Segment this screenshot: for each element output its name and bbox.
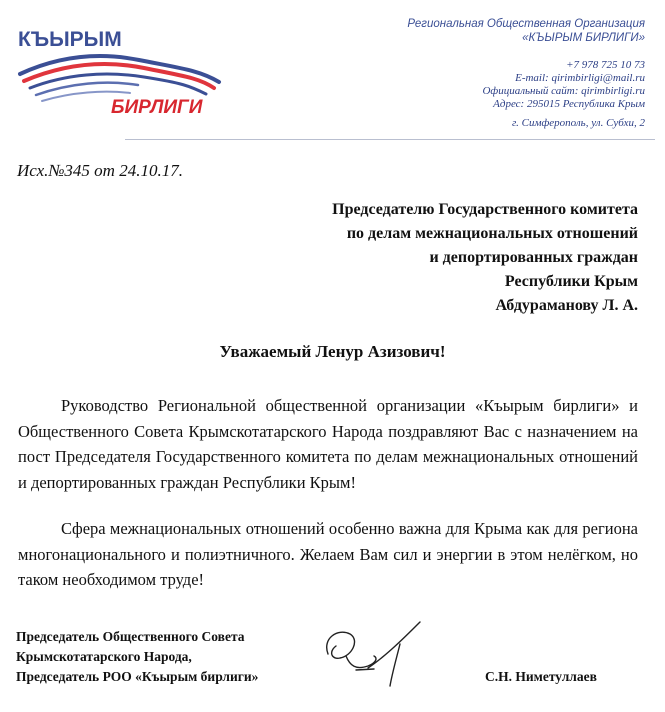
signatory-name: С.Н. Ниметуллаев <box>485 669 597 684</box>
header-divider <box>125 139 655 140</box>
org-website: Официальный сайт: qirimbirligi.ru <box>482 85 645 97</box>
org-email: E-mail: qirimbirligi@mail.ru <box>515 72 645 84</box>
letter-greeting: Уважаемый Ленур Азизович! <box>219 342 446 361</box>
signatory-title-line1: Председатель Общественного Совета <box>16 629 245 644</box>
letter-paragraph-1: Руководство Региональной общественной организации «Къырым бирлиги» и Общественного Совета Крымскотатарского Народа поздравляют Вас с назначением на пост Председателя Государственного комитета по делам межнациональных отношений и депортированных граждан Республики Крым! <box>18 396 638 492</box>
addressee-line: Республики Крым <box>504 273 638 290</box>
org-name-line1: Региональная Общественная Организация <box>407 18 645 30</box>
addressee-line: по делам межнациональных отношений <box>346 225 638 242</box>
addressee-line: и депортированных граждан <box>429 249 638 266</box>
signatory-title-line3: Председатель РОО «Къырым бирлиги» <box>16 669 259 684</box>
org-address: Адрес: 295015 Республика Крым <box>493 98 645 110</box>
organization-logo <box>14 22 229 120</box>
handwritten-signature <box>316 616 436 688</box>
org-city: г. Симферополь, ул. Субхи, 2 <box>511 117 645 129</box>
org-phone: +7 978 725 10 73 <box>566 59 645 71</box>
signatory-title-line2: Крымскотатарского Народа, <box>16 649 192 664</box>
org-name-line2: «КЪЫРЫМ БИРЛИГИ» <box>522 32 645 44</box>
addressee-line: Абдураманову Л. А. <box>495 297 638 314</box>
logo-word-birligi: БИРЛИГИ <box>111 97 203 118</box>
logo-word-kyrym: КЪЫРЫМ <box>18 28 122 51</box>
letter-paragraph-2: Сфера межнациональных отношений особенно важна для Крыма как для региона многонационального и полиэтничного. Желаем Вам сил и энергии в этом нелёгком, но таком необходимом труде! <box>18 519 638 589</box>
addressee-line: Председателю Государственного комитета <box>332 201 638 218</box>
outgoing-reference: Исх.№345 от 24.10.17. <box>17 161 183 180</box>
